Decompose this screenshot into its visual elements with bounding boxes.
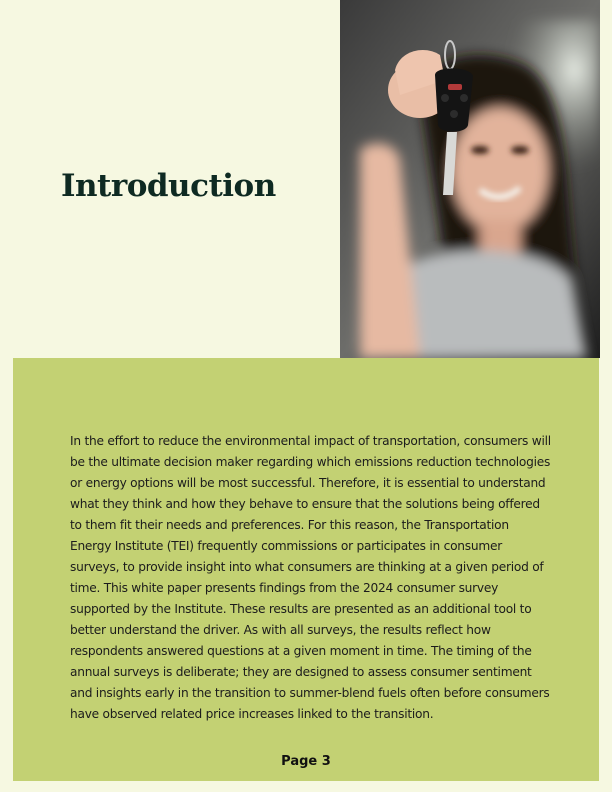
page-title: Introduction	[61, 168, 276, 204]
woman-holding-car-key-photo	[340, 0, 600, 358]
content-panel	[13, 358, 599, 781]
page-number: Page 3	[281, 754, 331, 769]
body-paragraph: In the effort to reduce the environmental impact of transportation, consumers will be the ultimate decision maker regarding which emissions reduction technologies or energy options will be most successful. Therefore, it is essential to understand what they think and how they behave to ensure that the solutions being offered to them fit their needs and preferences. For this reason, the Transportation Energy Institute (TEI) frequently commissions or participates in consumer surveys, to provide insight into what consumers are thinking at a given period of time. This white paper presents findings from the 2024 consumer survey supported by the Institute. These results are presented as an additional tool to better understand the driver. As with all surveys, the results reflect how respondents answered questions at a given moment in time. The timing of the annual surveys is deliberate; they are designed to assess consumer sentiment and insights early in the transition to summer-blend fuels often before consumers have observed related price increases linked to the transition.	[70, 434, 551, 721]
